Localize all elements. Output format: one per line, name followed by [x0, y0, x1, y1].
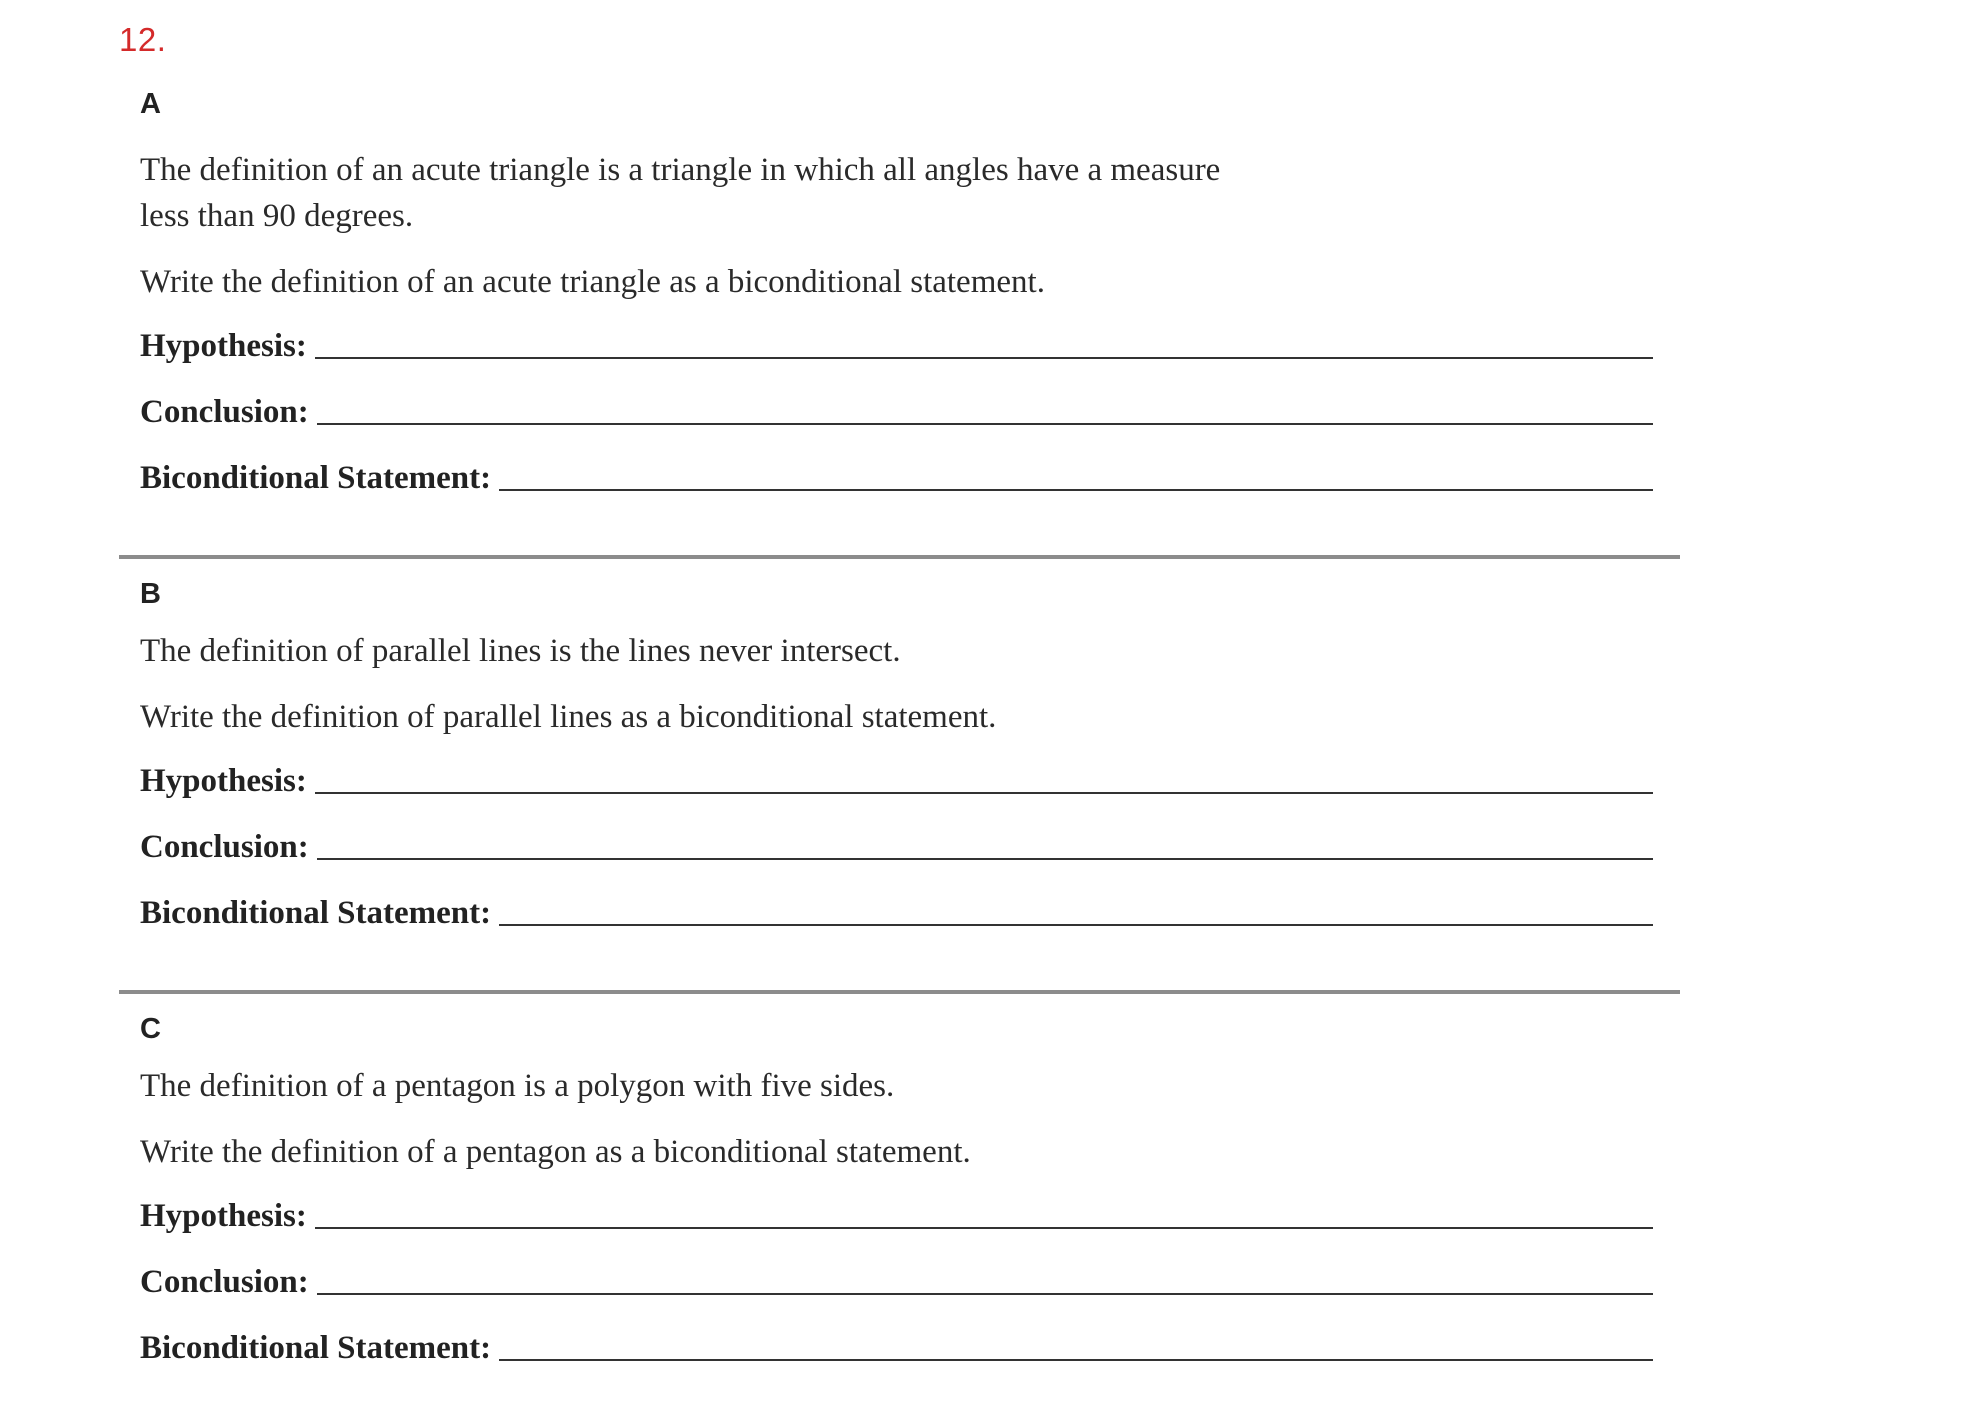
biconditional-field[interactable]: [140, 894, 1653, 932]
hypothesis-answer-line[interactable]: [315, 762, 1653, 794]
section-divider: [119, 555, 1680, 559]
conclusion-field[interactable]: [140, 1263, 1653, 1301]
hypothesis-label: Hypothesis:: [140, 763, 307, 799]
biconditional-label: Biconditional Statement:: [140, 460, 492, 496]
conclusion-label: Conclusion:: [140, 1264, 309, 1300]
conclusion-label: Conclusion:: [140, 394, 309, 430]
biconditional-label: Biconditional Statement:: [140, 895, 492, 931]
section-letter: B: [140, 578, 161, 610]
biconditional-label: Biconditional Statement:: [140, 1330, 492, 1366]
section-letter: A: [140, 88, 161, 120]
conclusion-answer-line[interactable]: [317, 1263, 1653, 1295]
definition-text: The definition of parallel lines is the lines never intersect.: [140, 633, 901, 669]
section-letter: C: [140, 1013, 161, 1045]
conclusion-label: Conclusion:: [140, 829, 309, 865]
definition-text: The definition of a pentagon is a polygon with five sides.: [140, 1068, 895, 1104]
definition-text-continued: less than 90 degrees.: [140, 198, 414, 234]
conclusion-field[interactable]: [140, 393, 1653, 431]
hypothesis-answer-line[interactable]: [315, 327, 1653, 359]
section-divider: [119, 990, 1680, 994]
problem-number: 12.: [119, 21, 167, 58]
biconditional-answer-line[interactable]: [499, 894, 1653, 926]
biconditional-answer-line[interactable]: [499, 459, 1653, 491]
hypothesis-field[interactable]: [140, 327, 1653, 365]
hypothesis-label: Hypothesis:: [140, 1198, 307, 1234]
hypothesis-field[interactable]: [140, 762, 1653, 800]
definition-text: The definition of an acute triangle is a triangle in which all angles have a measure: [140, 152, 1221, 188]
instruction-text: Write the definition of parallel lines as a biconditional statement.: [140, 699, 997, 735]
conclusion-answer-line[interactable]: [317, 393, 1653, 425]
biconditional-field[interactable]: [140, 459, 1653, 497]
conclusion-field[interactable]: [140, 828, 1653, 866]
instruction-text: Write the definition of an acute triangle as a biconditional statement.: [140, 264, 1045, 300]
hypothesis-label: Hypothesis:: [140, 328, 307, 364]
conclusion-answer-line[interactable]: [317, 828, 1653, 860]
hypothesis-field[interactable]: [140, 1197, 1653, 1235]
biconditional-answer-line[interactable]: [499, 1329, 1653, 1361]
biconditional-field[interactable]: [140, 1329, 1653, 1367]
instruction-text: Write the definition of a pentagon as a biconditional statement.: [140, 1134, 971, 1170]
hypothesis-answer-line[interactable]: [315, 1197, 1653, 1229]
